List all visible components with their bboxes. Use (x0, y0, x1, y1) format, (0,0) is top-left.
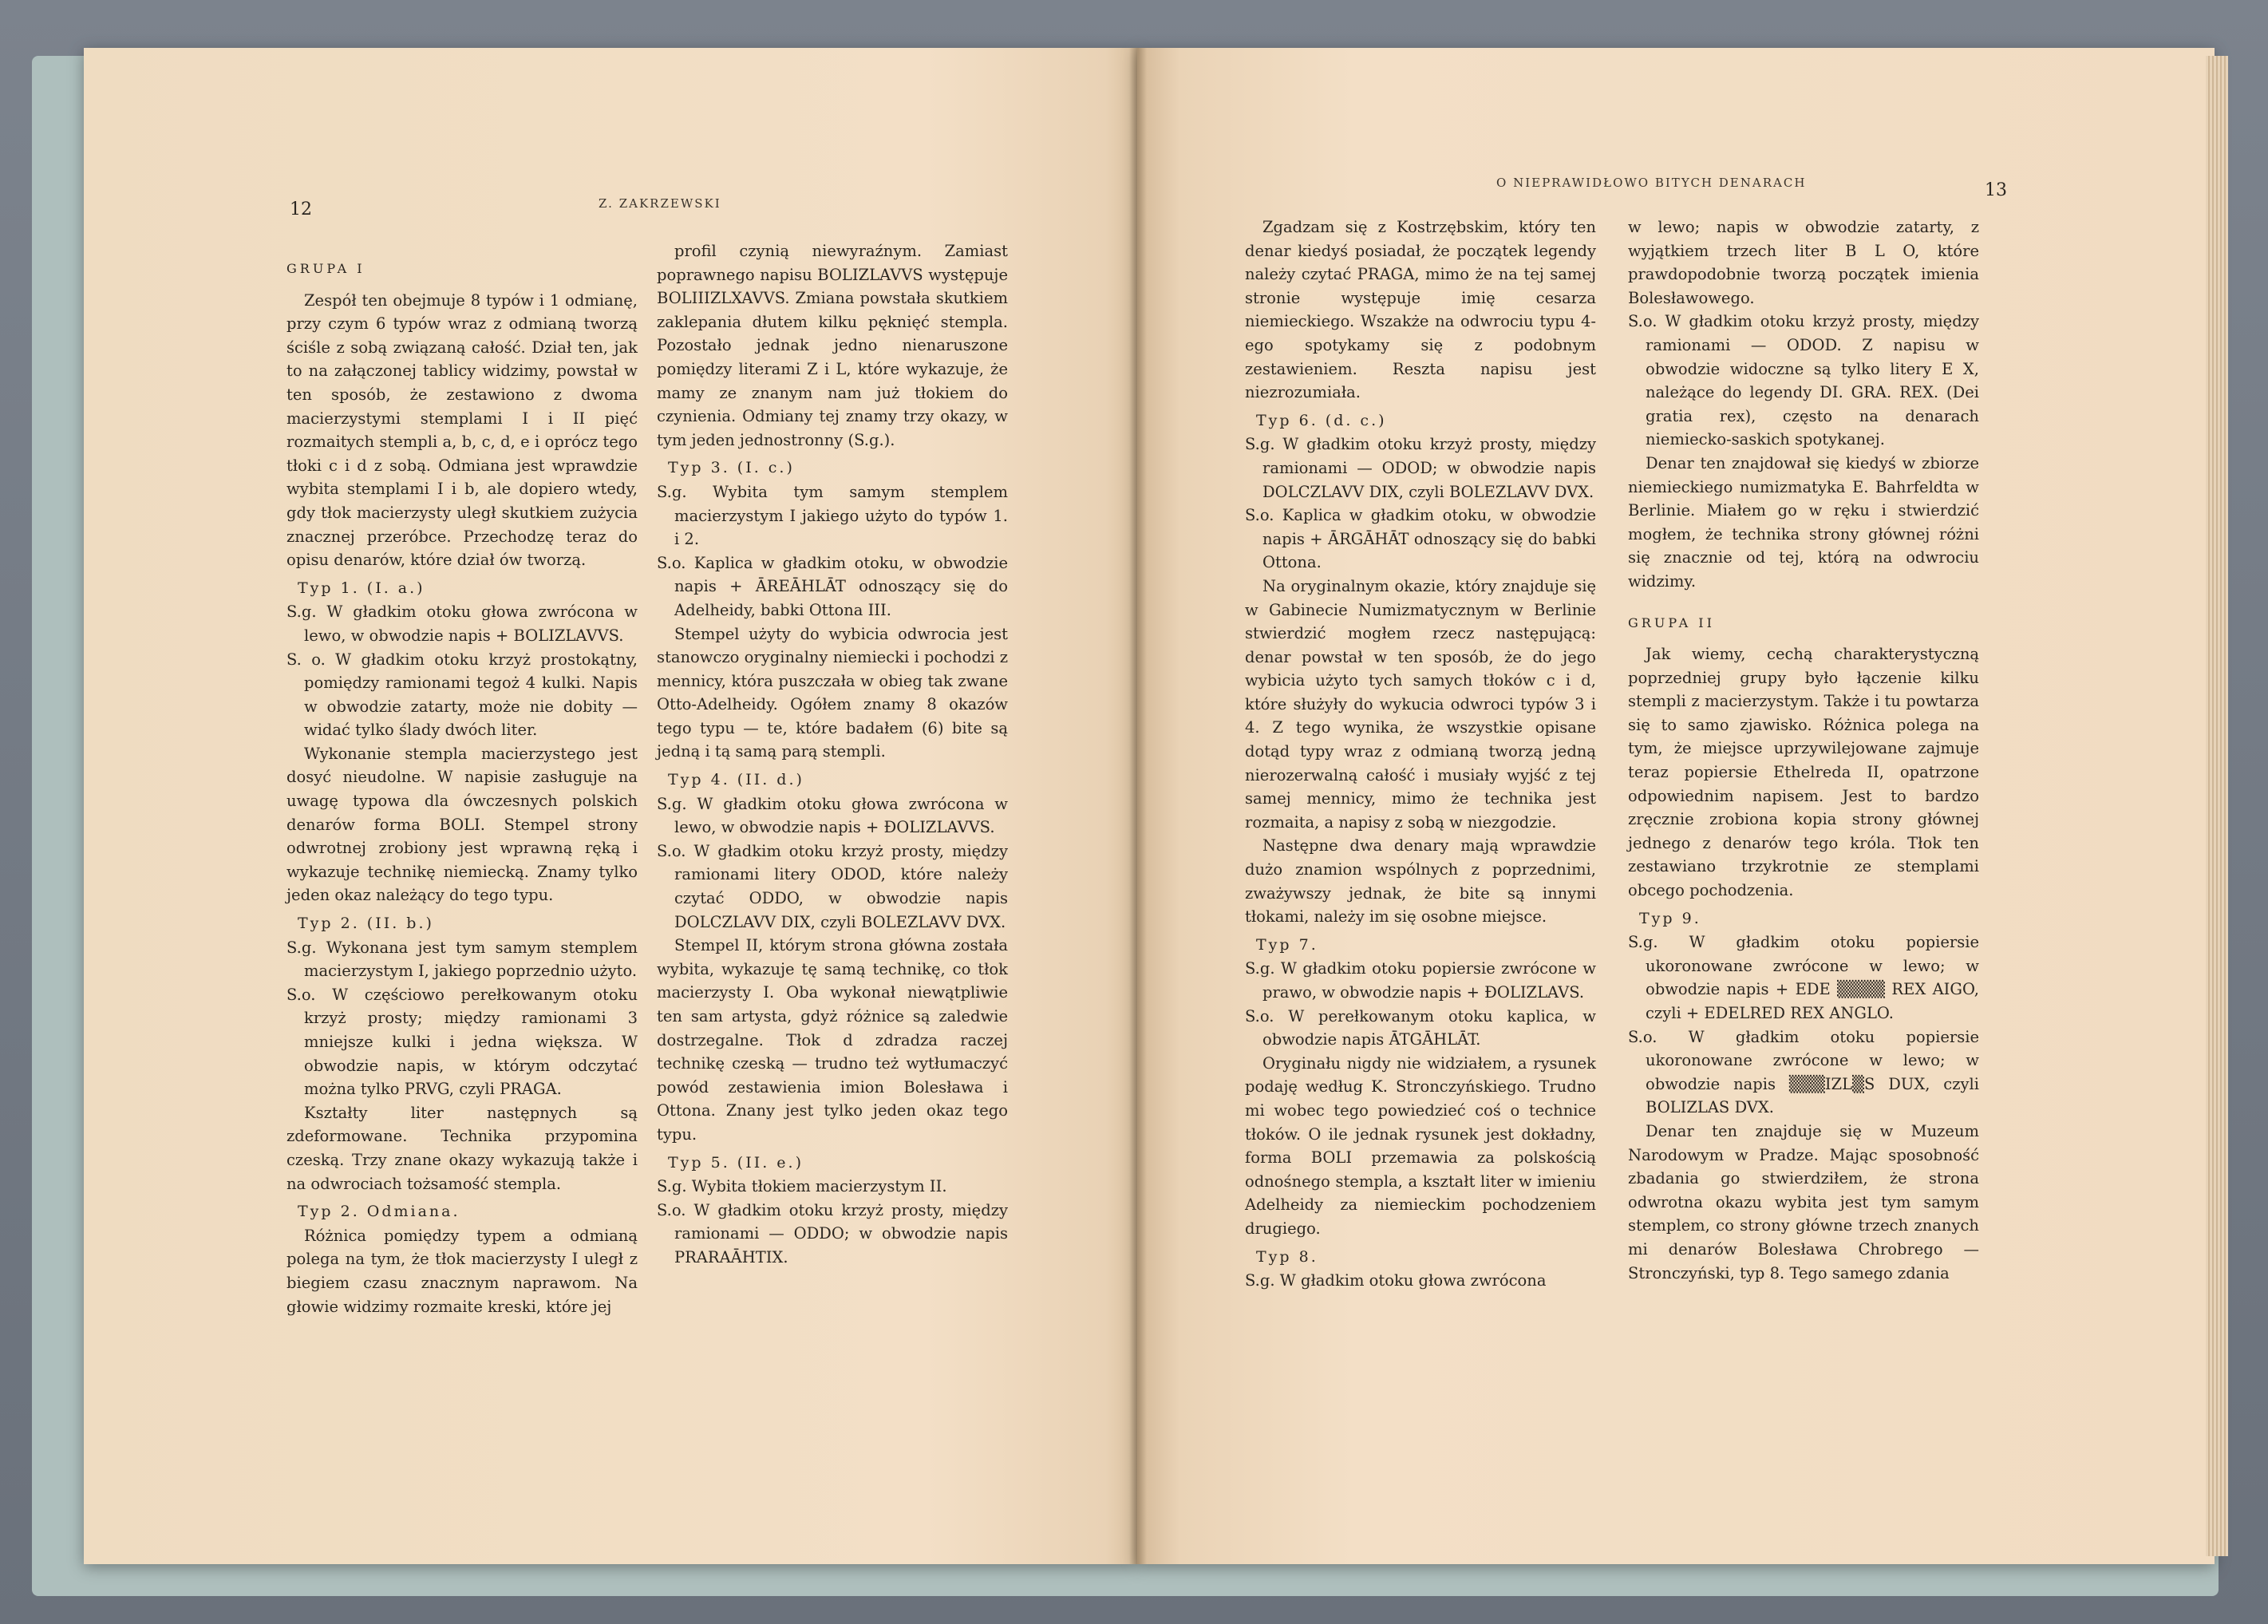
paragraph: S.g. W gładkim otoku krzyż prosty, między ramionami — ODOD; w obwodzie napis DOLCZLAVV DIX, czyli BOLEZLAVV DVX. (1245, 435, 1596, 501)
subheading: Typ 9. (1639, 909, 1701, 927)
paragraph: Wykonanie stempla macierzystego jest dosyć nieudolne. W napisie zasługuje na uwagę typowa dla ówczesnych polskich denarów forma BOLI. Stempel strony odwrotnej zrobiony jest wprawną ręką i wykazuje technikę niemiecką. Znamy tylko jeden okaz należący do tego typu. (286, 744, 638, 905)
paragraph: Zgadzam się z Kostrzębskim, który ten denar kiedyś posiadał, że początek legendy należy czytać PRAGA, mimo że na tej samej stronie występuje imię cesarza niemieckiego. Wszakże na odwrociu typu 4-ego spotykamy się z podobnym zestawieniem. Reszta napisu jest niezrozumiała. (1245, 218, 1596, 402)
page-stack-edge (2206, 56, 2228, 1556)
paragraph: S.o. Kaplica w gładkim otoku, w obwodzie napis + ĀRGĀHĀT odnoszący się do babki Ottona. (1245, 506, 1596, 572)
paragraph: Jak wiemy, cechą charakterystyczną poprzedniej grupy było łączenie kilku stempli z macierzystym. Także i tu powtarza się to samo zjawisko. Różnica polega na tym, że miejsce uprzywilejowane zajmuje teraz popiersie Ethelreda II, opatrzone odpowiednim napisem. Jest to bardzo zręcznie zrobiona kopia strony głównej jednego z denarów tego króla. Tłok ten zestawiano trzykrotnie ze stemplami obcego pochodzenia. (1628, 645, 1979, 900)
right-column-2 (1628, 215, 1979, 1285)
right-page (1137, 48, 2215, 1564)
paragraph: Denar ten znajdował się kiedyś w zbiorze niemieckiego numizmatyka E. Bahrfeldta w Berlinie. Miałem go w ręku i stwierdzić mogłem, że technika strony głównej różni się znacznie od tej, którą na odwrociu widzimy. (1628, 453, 1979, 591)
paragraph: Kształty liter następnych są zdeformowane. Technika przypomina czeską. Trzy znane okazy wykazują także i na odwrociach tożsamość stempla. (286, 1103, 638, 1193)
paragraph: Stempel II, którym strona główna została wybita, wykazuje tę samą technikę, co tłok macierzysty I. Oba wykonał niewątpliwie ten sam artysta, gdyż różnice są zaledwie dostrzegalne. Tłok d zdradza raczej technikę czeską — trudno też wytłumaczyć powód zestawienia imion Bolesława i Ottona. Znany jest tylko jeden okaz tego typu. (657, 936, 1008, 1144)
subheading: Typ 4. (II. d.) (668, 771, 804, 789)
paragraph: S.g. W gładkim otoku głowa zwrócona w lewo, w obwodzie napis + ĐOLIZLAVVS. (657, 794, 1008, 837)
running-head: Z. ZAKRZEWSKI (599, 196, 721, 211)
paragraph: S.o. W częściowo perełkowanym otoku krzyż prosty; między ramionami 3 mniejsze kulki i jedna większa. W obwodzie napis, w którym odczytać można tylko PRVG, czyli PRAGA. (286, 985, 638, 1099)
subheading: Typ 5. (II. e.) (668, 1153, 804, 1172)
paragraph: S.o. Kaplica w gładkim otoku, w obwodzie napis + ĀREĀHLĀT odnoszący się do Adelheidy, babki Ottona III. (657, 553, 1008, 619)
right-column-1 (1245, 215, 1596, 1293)
paragraph: S.g. W gładkim otoku popiersie ukoronowane zwrócone w lewo; w obwodzie napis + EDE ▒▒▒▒ REX AIGO, czyli + EDELRED REX ANGLO. (1628, 933, 1979, 1022)
paragraph: S.g. Wybita tym samym stemplem macierzystym I jakiego użyto do typów 1. i 2. (657, 482, 1008, 549)
section-heading: GRUPA I (286, 261, 365, 276)
paragraph: w lewo; napis w obwodzie zatarty, z wyjątkiem trzech liter B L O, które prawdopodobnie tworzą początek imienia Bolesławowego. (1628, 218, 1979, 307)
paragraph: S.o. W perełkowanym otoku kaplica, w obwodzie napis ĀTGĀHLĀT. (1245, 1006, 1596, 1049)
subheading: Typ 7. (1256, 935, 1318, 954)
running-head: O NIEPRAWIDŁOWO BITYCH DENARACH (1496, 176, 1807, 190)
paragraph: Zespół ten obejmuje 8 typów i 1 odmianę, przy czym 6 typów wraz z odmianą tworzą ściśle z sobą związaną całość. Dział ten, jak to na załączonej tablicy widzimy, powstał w ten sposób, że zestawiono z dwoma macierzystymi stemplami I i II pięć rozmaitych stempli a, b, c, d, e i oprócz tego tłoki c i d z sobą. Odmiana jest wprawdzie wybita stemplami I i b, ale dopiero wtedy, gdy tłok macierzysty uległ skutkiem zużycia znacznej przeróbce. Przechodzę teraz do opisu denarów, które dział ów tworzą. (286, 290, 638, 570)
left-page (84, 48, 1137, 1564)
left-column-2 (657, 239, 1008, 1270)
paragraph: profil czynią niewyraźnym. Zamiast poprawnego napisu BOLIZLAVVS występuje BOLIIIZLXAVVS. Zmiana powstała skutkiem zaklepania dłutem kilku pęknięć stempla. Pozostało jednak jedno nienaruszone pomiędzy literami Z i L, które wykazuje, że mamy ze znanym nam już tłokiem do czynienia. Odmiany tej znamy trzy okazy, w tym jeden jednostronny (S.g.). (657, 242, 1008, 449)
subheading: Typ 1. (I. a.) (298, 579, 425, 597)
paragraph: S.g. Wybita tłokiem macierzystym II. (657, 1177, 947, 1196)
paragraph: Denar ten znajduje się w Muzeum Narodowym w Pradze. Mając sposobność zbadania go stwierdziłem, że strona odwrotna okazu wybita jest tym samym stemplem, co strony główne trzech znanych mi denarów Bolesława Chrobrego — Stronczyński, typ 8. Tego samego zdania (1628, 1121, 1979, 1282)
book-gutter (1129, 48, 1147, 1564)
paragraph: Różnica pomiędzy typem a odmianą polega na tym, że tłok macierzysty I uległ z biegiem czasu znacznym naprawom. Na głowie widzimy rozmaite kreski, które jej (286, 1226, 638, 1316)
paragraph: Na oryginalnym okazie, który znajduje się w Gabinecie Numizmatycznym w Berlinie stwierdzić mogłem rzecz następującą: denar powstał w ten sposób, że do jego wybicia użyto tych samych tłoków c i d, które służyły do wykucia odwroci typów 3 i 4. Z tego wynika, że wszystkie opisane dotąd typy wraz z odmianą tworzą jedną nierozerwalną całość i musiały wyjść z tej samej mennicy, mimo że technika jest rozmaita, a napisy z sobą w niezgodzie. (1245, 576, 1596, 832)
paragraph: Następne dwa denary mają wprawdzie dużo znamion wspólnych z poprzednimi, zważywszy jednak, że bite są innymi tłokami, należy im się osobne miejsce. (1245, 836, 1596, 927)
paragraph: S.o. W gładkim otoku krzyż prosty, między ramionami litery ODOD, które należy czytać ODDO, w obwodzie napis DOLCZLAVV DIX, czyli BOLEZLAVV DVX. (657, 841, 1008, 931)
paragraph: S.o. W gładkim otoku krzyż prosty, między ramionami — ODDO; w obwodzie napis PRARAĀHTIX. (657, 1200, 1008, 1266)
left-column-1 (286, 239, 638, 1318)
paragraph: S.o. W gładkim otoku popiersie ukoronowane zwrócone w lewo; w obwodzie napis ▒▒▒IZL▒S DUX, czyli BOLIZLAS DVX. (1628, 1027, 1979, 1117)
section-heading: GRUPA II (1628, 614, 1715, 630)
paragraph: S. o. W gładkim otoku krzyż prostokątny, pomiędzy ramionami tegoż 4 kulki. Napis w obwodzie zatarty, może nie dobity — widać tylko ślady dwóch liter. (286, 650, 638, 740)
paragraph: S.g. Wykonana jest tym samym stemplem macierzystym I, jakiego poprzednio użyto. (286, 938, 638, 981)
page-number: 12 (290, 200, 312, 219)
paragraph: Oryginału nigdy nie widziałem, a rysunek podaję według K. Stronczyńskiego. Trudno mi wobec tego powiedzieć coś o technice tłoków. O ile jednak rysunek jest dokładny, forma BOLI przemawia za polskością odnośnego stempla, a kształt liter w imieniu Adelheidy za niemieckim pochodzeniem drugiego. (1245, 1053, 1596, 1238)
subheading: Typ 6. (d. c.) (1256, 411, 1387, 429)
page-number: 13 (1985, 180, 2007, 200)
paragraph: S.o. W gładkim otoku krzyż prosty, między ramionami — ODOD. Z napisu w obwodzie widoczne są tylko litery E X, należące do legendy DI. GRA. REX. (Dei gratia rex), często na denarach niemiecko-saskich spotykanej. (1628, 312, 1979, 449)
paragraph: S.g. W gładkim otoku głowa zwrócona (1245, 1271, 1547, 1290)
paragraph: S.g. W gładkim otoku głowa zwrócona w lewo, w obwodzie napis + BOLIZLAVVS. (286, 603, 638, 645)
paragraph: Stempel użyty do wybicia odwrocia jest stanowczo oryginalny niemiecki i pochodzi z mennicy, która puszczała w obieg tak zwane Otto-Adelheidy. Ogółem znamy 8 okazów tego typu — te, które badałem (6) bite są jedną i tą samą parą stempli. (657, 624, 1008, 761)
paragraph: S.g. W gładkim otoku popiersie zwrócone w prawo, w obwodzie napis + ĐOLIZLAVS. (1245, 959, 1596, 1002)
subheading: Typ 3. (I. c.) (668, 459, 795, 477)
subheading: Typ 8. (1256, 1247, 1318, 1266)
subheading: Typ 2. (II. b.) (298, 915, 434, 933)
subheading: Typ 2. Odmiana. (298, 1203, 460, 1221)
